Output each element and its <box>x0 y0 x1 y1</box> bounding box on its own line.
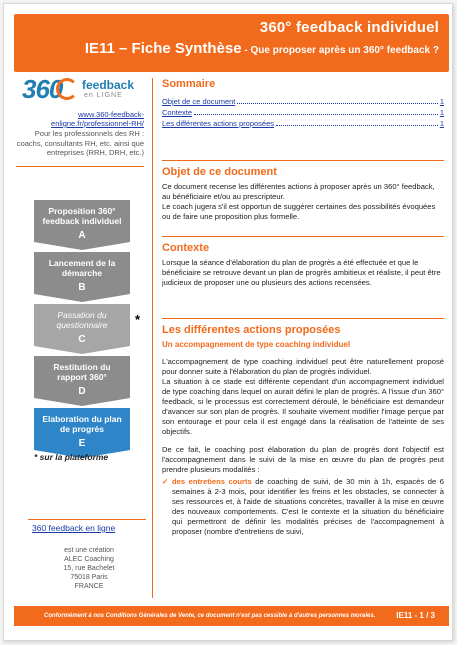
paragraph: Lorsque la séance d'élaboration du plan de progrès a été effectuée et que le bénéficiaire se retrouve devant un plan de progrès ambitieux et réaliste, il peut être judicieux de proposer une ou plusieurs des actions recensées. <box>162 258 441 287</box>
step-e: Elaboration du plan de progrès E <box>34 408 130 458</box>
platform-note: * sur la plateforme <box>34 452 109 462</box>
step-arrow-icon <box>34 294 130 302</box>
list-item: ✓ des entretiens courts de coaching de suivi, de 30 min à 1h, espacés de 6 semaines à 2-3 mois, pour identifier les freins et les obstacles, se connecter à ses ressources et, à l'aide de situations concrètes, travailler à la mise en œuvre des nouveaux comportements. C'est le contexte et la situation du bénéficiaire qui permettront de définir les modalités précises de l'accompagnement à proposer (nombre d'entretiens de suivi, <box>162 477 444 536</box>
summary-title: Sommaire <box>162 78 216 90</box>
toc-item[interactable]: Objet de ce document 1 <box>162 97 444 106</box>
step-b: Lancement de la démarche B <box>34 252 130 302</box>
section-title: Contexte <box>162 242 210 254</box>
platform-asterisk: * <box>134 312 140 327</box>
section-objet <box>162 154 444 230</box>
toc-item[interactable]: Les différentes actions proposées 1 <box>162 119 444 128</box>
paragraph: L'accompagnement de type coaching individuel peut être naturellement proposé pour donner suite à l'élaboration du plan de progrès individuel. <box>162 357 444 376</box>
section-title: Les différentes actions proposées <box>162 324 341 336</box>
step-arrow-icon <box>34 346 130 354</box>
sidebar-divider <box>28 519 146 520</box>
section-actions <box>162 312 444 537</box>
footer-notice: Conformément à nos Conditions Générales de Vente, ce document n'est pas cessible à d'autres personnes morales. <box>44 613 376 619</box>
column-divider <box>152 78 153 598</box>
website-link[interactable]: www.360-feedback-enligne.fr/professionnel-RH/ <box>51 110 144 128</box>
subsection-title: Un accompagnement de type coaching individuel <box>162 340 351 349</box>
paragraph: La situation à ce stade est différente cependant d'un accompagnement individuel de type coaching dans lequel on aurait défini le plan de progrès. A l'issue d'un 360° feedback, si le processus est correctement déroulé, le bénéficiaire est demandeur d'avancer sur son plan de progrès. Il souhaite vivement modifier l'image perçue par son entourage et pour cela il est engagé dans la réalisation de l'atteinte de ses objectifs. <box>162 377 444 436</box>
toc-item[interactable]: Contexte 1 <box>162 108 444 117</box>
subtitle-note: - Que proposer après un 360° feedback ? <box>241 45 439 56</box>
checkmark-icon: ✓ <box>162 477 169 486</box>
process-steps <box>34 200 140 458</box>
paragraph: Ce document recense les différentes actions à proposer après un 360° feedback, au bénéficiaire et/ou au prescripteur. Le coach jugera s'il est opportun de suggérer certaines des possibilités évoquées ou de faire une proposition plus formelle. <box>162 182 436 221</box>
paragraph: De ce fait, le coaching post élaboration du plan de progrès dont l'objectif est l'accompagnement dans le suivi de la mise en œuvre du plan de progrès peut prendre plusieurs modalités : <box>162 445 444 474</box>
logo: 360 feedback en LIGNE <box>22 74 135 104</box>
main-content <box>162 78 444 536</box>
audience-text: Pour les professionnels des RH : coachs, consultants RH, etc. ainsi que entreprises (RRH, DRH, etc.) <box>16 129 144 157</box>
page-number: IE11 - 1 / 3 <box>396 611 435 620</box>
section-contexte <box>162 230 444 296</box>
footer-banner <box>14 606 449 626</box>
company-link[interactable]: 360 feedback en ligne <box>32 523 116 533</box>
document-page <box>3 3 453 641</box>
company-address: est une création ALEC Coaching 15, rue Bachelet 75018 Paris FRANCE <box>63 547 115 590</box>
document-subtitle: IE11 – Fiche Synthèse - Que proposer après un 360° feedback ? <box>84 40 439 57</box>
sidebar-divider <box>16 166 144 167</box>
step-a: Proposition 360° feedback individuel A <box>34 200 130 250</box>
step-arrow-icon <box>34 398 130 406</box>
sidebar <box>16 74 144 167</box>
step-c: Passation du questionnaire C * <box>34 304 130 354</box>
step-d: Restitution du rapport 360° D <box>34 356 130 406</box>
logo-ring-icon <box>56 78 78 100</box>
document-title: 360° feedback individuel <box>259 19 439 36</box>
header-banner <box>14 14 449 72</box>
section-title: Objet de ce document <box>162 166 277 178</box>
step-arrow-icon <box>34 242 130 250</box>
